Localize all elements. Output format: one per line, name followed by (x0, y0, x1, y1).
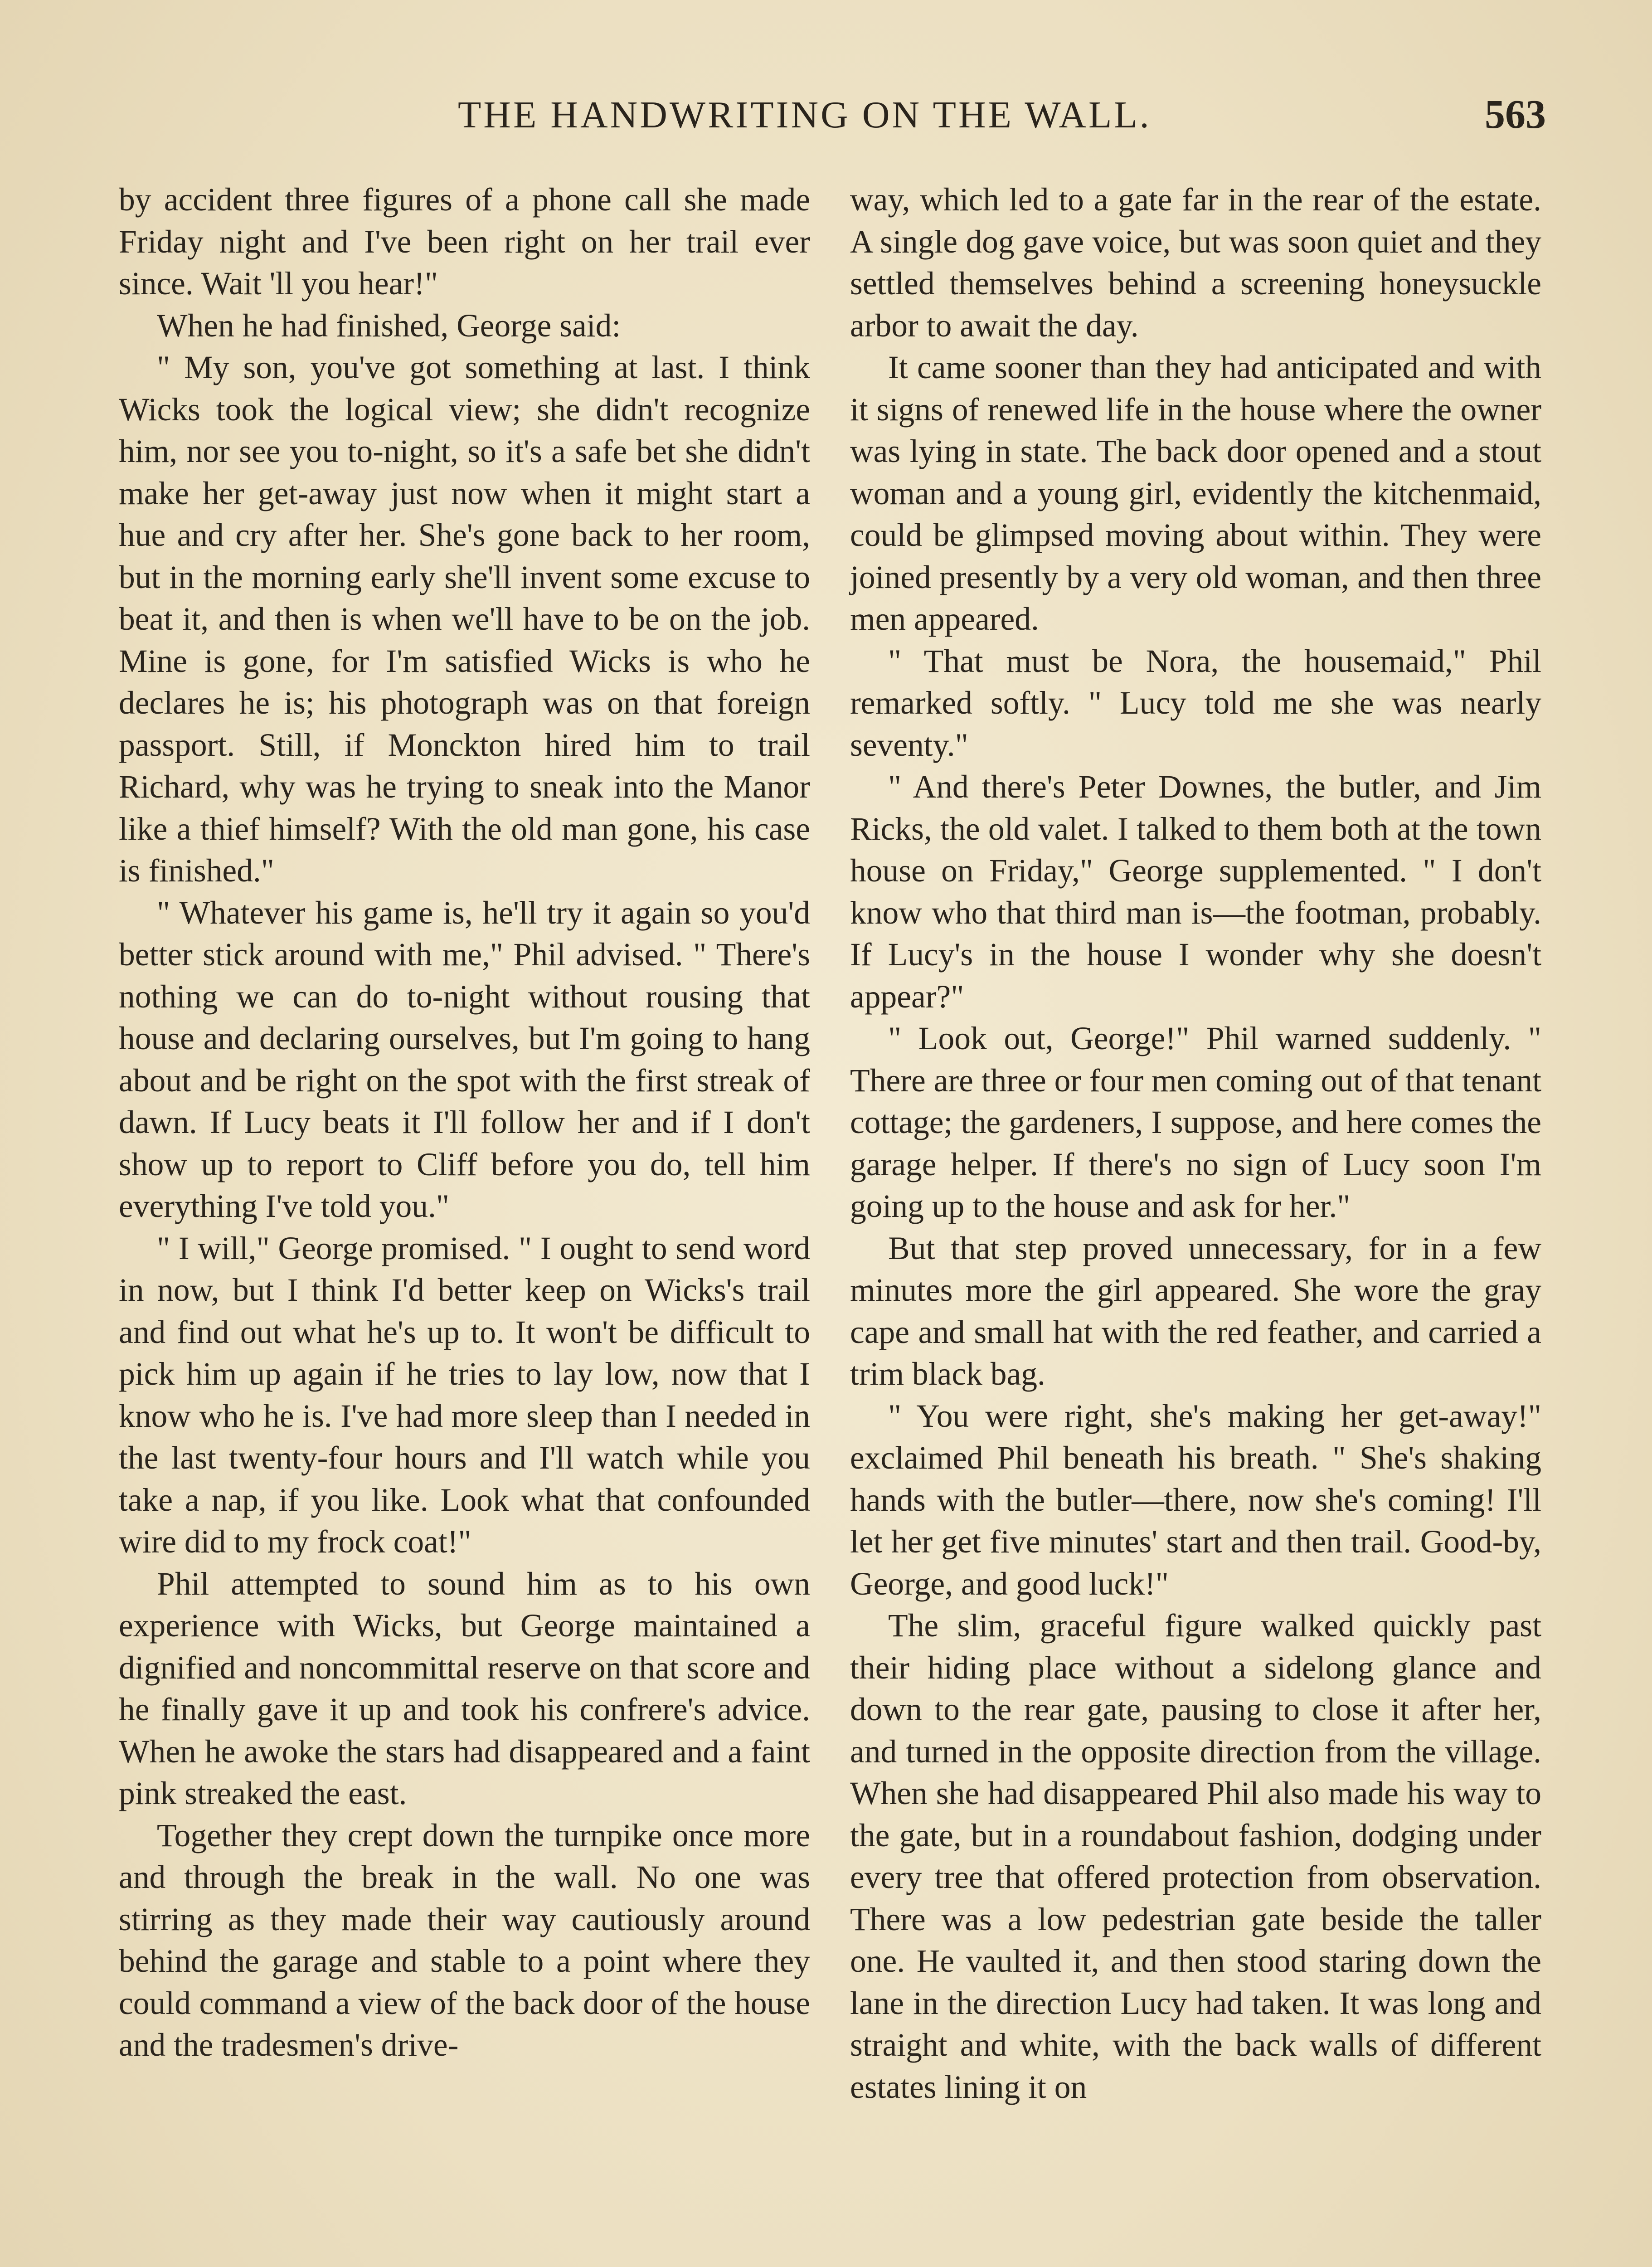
paragraph: When he had finished, George said: (157, 307, 621, 344)
page-header (118, 93, 1546, 143)
paragraph: " I will," George promised. " I ought to send word in now, but I think I'd better keep on Wicks's trail and find out what he's up to. It won't be difficult to pick him up again if he tries to lay low, now that I know who he is. I've had more sleep than I needed in the last twenty-four hours and I'll watch while you take a nap, if you like. Look what that confounded wire did to my frock coat!" (119, 1230, 810, 1560)
paragraph: " Whatever his game is, he'll try it again so you'd better stick around with me," Phil advised. " There's nothing we can do to-night without rousing that house and declaring ourselves, but I'm going to hang about and be right on the spot with the first streak of dawn. If Lucy beats it I'll follow her and if I don't show up to report to Cliff before you do, tell him everything I've told you." (119, 895, 810, 1224)
paragraph: way, which led to a gate far in the rear of the estate. A single dog gave voice, but was soon quiet and they settled themselves behind a screening honeysuckle arbor to await the day. (850, 182, 1541, 344)
page-number: 563 (1485, 92, 1546, 137)
paragraph: " Look out, George!" Phil warned suddenly. " There are three or four men coming out of that tenant cottage; the gardeners, I suppose, and here comes the garage helper. If there's no sign of Lucy soon I'm going up to the house and ask for her." (850, 1021, 1541, 1224)
left-text-column (119, 179, 810, 2067)
paragraph: The slim, graceful figure walked quickly past their hiding place without a sidelong glance and down to the rear gate, pausing to close it after her, and turned in the opposite direction from the village. When she had disappeared Phil also made his way to the gate, but in a roundabout fashion, dodging under every tree that offered protection from observation. There was a low pedestrian gate beside the taller one. He vaulted it, and then stood staring down the lane in the direction Lucy had taken. It was long and straight and white, with the back walls of different estates lining it on (850, 1608, 1541, 2105)
paragraph: It came sooner than they had anticipated and with it signs of renewed life in the house where the owner was lying in state. The back door opened and a stout woman and a young girl, evidently the kitchenmaid, could be glimpsed moving about within. They were joined presently by a very old woman, and then three men appeared. (850, 350, 1541, 637)
paragraph: " You were right, she's making her get-away!" exclaimed Phil beneath his breath. " She's shaking hands with the butler—there, now she's coming! I'll let her get five minutes' start and then trail. Good-by, George, and good luck!" (850, 1398, 1541, 1602)
paragraph: Together they crept down the turnpike once more and through the break in the wall. No one was stirring as they made their way cautiously around behind the garage and stable to a point where they could command a view of the back door of the house and the tradesmen's drive- (119, 1817, 810, 2063)
paragraph: " That must be Nora, the housemaid," Phil remarked softly. " Lucy told me she was nearly seventy." (850, 643, 1541, 763)
paragraph: " And there's Peter Downes, the butler, and Jim Ricks, the old valet. I talked to them both at the town house on Friday," George supplemented. " I don't know who that third man is—the footman, probably. If Lucy's in the house I wonder why she doesn't appear?" (850, 769, 1541, 1015)
paragraph: But that step proved unnecessary, for in a few minutes more the girl appeared. She wore the gray cape and small hat with the red feather, and carried a trim black bag. (850, 1230, 1541, 1392)
right-text-column (850, 179, 1541, 2108)
paragraph: " My son, you've got something at last. I think Wicks took the logical view; she didn't recognize him, nor see you to-night, so it's a safe bet she didn't make her get-away just now when it might start a hue and cry after her. She's gone back to her room, but in the morning early she'll invent some excuse to beat it, and then is when we'll have to be on the job. Mine is gone, for I'm satisfied Wicks is who he declares he is; his photograph was on that foreign passport. Still, if Monckton hired him to trail Richard, why was he trying to sneak into the Manor like a thief himself? With the old man gone, his case is finished." (119, 350, 810, 889)
paragraph: by accident three figures of a phone call she made Friday night and I've been right on her trail ever since. Wait 'll you hear!" (119, 182, 810, 302)
paragraph: Phil attempted to sound him as to his own experience with Wicks, but George maintained a dignified and noncommittal reserve on that score and he finally gave it up and took his confrere's advice. When he awoke the stars had disappeared and a faint pink streaked the east. (119, 1566, 810, 1811)
running-title: THE HANDWRITING ON THE WALL. (458, 94, 1152, 136)
